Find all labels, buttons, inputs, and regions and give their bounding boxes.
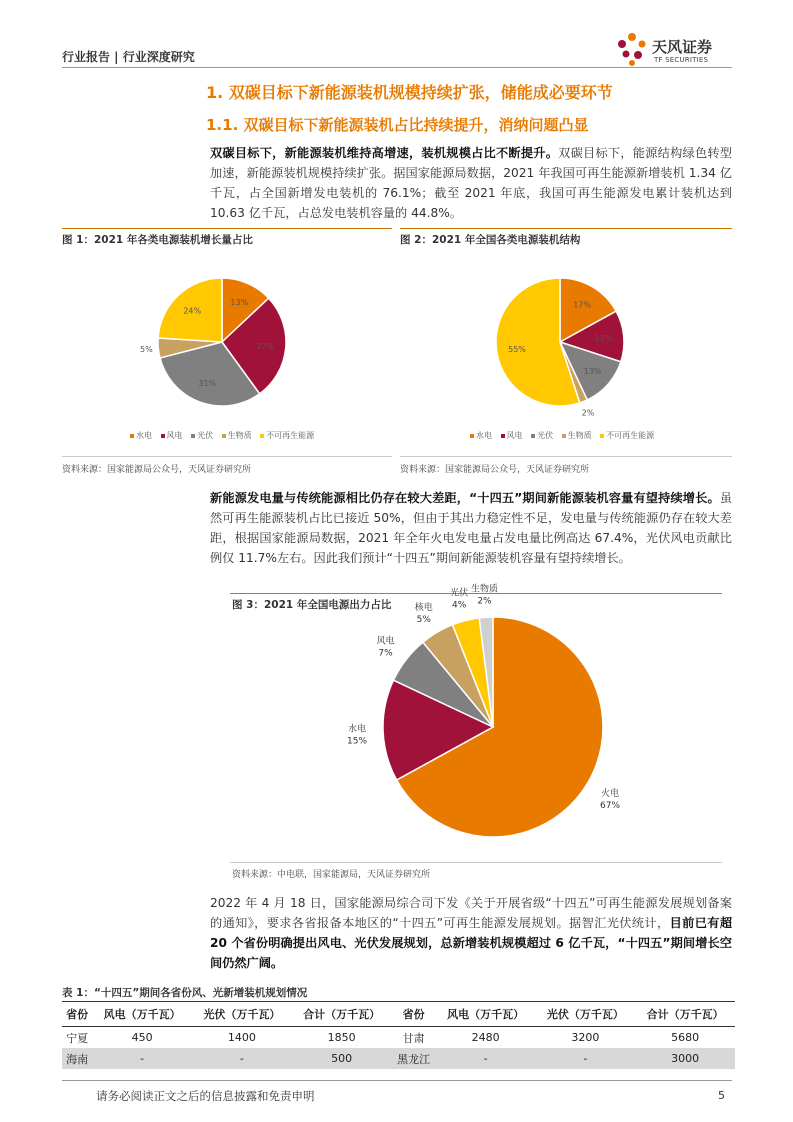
tf-logo-icon: [612, 28, 652, 68]
paragraph-3: [210, 893, 732, 973]
paragraph-3-bold: 目前已有超 20 个省份明确提出风电、光伏发展规划，总新增装机规模超过 6 亿千瓦，“十四五”期间增长空间仍然广阔。: [210, 916, 733, 970]
legend-nonrenew: 不可再生能源: [600, 430, 654, 441]
table-cell: 海南: [62, 1048, 92, 1069]
legend-wind: 风电: [161, 430, 183, 441]
section-heading-1-1: 1.1. 双碳目标下新能源装机占比持续提升，消纳问题凸显: [206, 116, 589, 134]
legend-solar: 光伏: [531, 430, 553, 441]
fig1-title: 图 1：2021 年各类电源装机增长量占比: [62, 234, 253, 246]
table-title: 表 1：“十四五”期间各省份风、光新增装机规划情况: [62, 987, 308, 999]
pie-label-2: 31%: [198, 378, 217, 388]
fig1-legend: [130, 430, 320, 441]
paragraph-1: [210, 143, 732, 223]
table-header: 光伏（万千瓦）: [192, 1002, 292, 1027]
fig2-source: 资料来源：国家能源局公众号，天风证券研究所: [400, 465, 590, 475]
table-header: 省份: [62, 1002, 92, 1027]
legend-hydro: 水电: [130, 430, 152, 441]
fig2-title: 图 2：2021 年全国各类电源装机结构: [400, 234, 581, 246]
fig3-bottom-line: [230, 862, 722, 863]
brand-name: 天风证券: [652, 38, 713, 56]
fig3-title: 图 3：2021 年全国电源出力占比: [232, 599, 392, 611]
table-row: [62, 1027, 735, 1049]
pie-label-0: 13%: [230, 298, 249, 308]
fig2-top-line: [400, 228, 732, 229]
legend-bio: 生物质: [562, 430, 592, 441]
footer-disclaimer: 请务必阅读正文之后的信息披露和免责申明: [96, 1089, 315, 1103]
fig1-pie-chart: [62, 250, 392, 450]
section-heading-1: 1. 双碳目标下新能源装机规模持续扩张，储能成必要环节: [206, 83, 613, 102]
legend-wind: 风电: [501, 430, 523, 441]
paragraph-1-text: 双碳目标下，能源结构绿色转型加速，新能源装机规模持续扩张。据国家能源局数据，2021 年我国可再生能源新增装机 1.34 亿千瓦，占全国新增发电装机的 76.1%；截至 2021 年底，我国可再生能源发电累计装机达到 10.63 亿千瓦，占总发电装机容量的 44.8%。: [210, 146, 733, 220]
table-header-row: [62, 1002, 735, 1027]
fig2-bottom-line: [400, 456, 732, 457]
table-row: [62, 1048, 735, 1069]
table-cell: 3200: [571, 1031, 600, 1044]
pie-label-1: 13%: [594, 333, 613, 343]
paragraph-3-text: 2022 年 4 月 18 日，国家能源局综合司下发《关于开展省级“十四五”可再生能源发展规划备案的通知》，要求各省报备本地区的“十四五”可再生能源发展规划。据智汇光伏统计，: [210, 896, 732, 930]
footer-divider: [62, 1080, 732, 1081]
table-cell: -: [436, 1048, 536, 1069]
table-cell: 宁夏: [66, 1031, 89, 1045]
pie-label-3: 核电 5%: [414, 602, 433, 625]
legend-hydro: 水电: [470, 430, 492, 441]
table-cell: 500: [292, 1048, 392, 1069]
table-cell: 2480: [471, 1031, 500, 1044]
legend-nonrenew: 不可再生能源: [260, 430, 314, 441]
pie-label-5: 生物质 2%: [470, 584, 498, 607]
fig2-legend: [470, 430, 660, 441]
fig3-source: 资料来源：中电联，国家能源局，天风证券研究所: [232, 870, 431, 880]
table-header: 光伏（万千瓦）: [535, 1002, 635, 1027]
pie-label-4: 24%: [183, 306, 202, 316]
pie-label-1: 27%: [256, 342, 275, 352]
pie-label-3: 2%: [581, 408, 595, 418]
table-cell: 甘肃: [402, 1031, 425, 1045]
table-cell: 5680: [671, 1031, 700, 1044]
table-header: 风电（万千瓦）: [92, 1002, 192, 1027]
paragraph-2-text: 虽然可再生能源装机占比已接近 50%，但由于其出力稳定性不足，发电量与传统能源仍存在较大差距，根据国家能源局数据，2021 年全年火电发电量占发电量比例高达 67.4%，光伏风电贡献比例仅 11.7%左右。因此我们预计“十四五”期间新能源装机容量有望持续增长。: [210, 491, 732, 565]
paragraph-1-bold: 双碳目标下，新能源装机维持高增速，装机规模占比不断提升。: [210, 146, 559, 160]
pie-label-4: 光伏 4%: [450, 588, 469, 611]
header-divider: [62, 67, 732, 68]
pie-label-3: 5%: [139, 345, 153, 355]
pie-label-0: 火电 67%: [600, 789, 621, 812]
paragraph-2: [210, 488, 732, 568]
table-cell: 1850: [327, 1031, 356, 1044]
legend-solar: 光伏: [191, 430, 213, 441]
legend-bio: 生物质: [222, 430, 252, 441]
table-cell: 450: [131, 1031, 153, 1044]
table-cell: -: [92, 1048, 192, 1069]
pie-label-0: 17%: [573, 300, 592, 310]
brand-sub: TF SECURITIES: [654, 56, 709, 64]
table-cell: 3000: [635, 1048, 735, 1069]
pie-label-2: 风电 7%: [376, 636, 395, 659]
table-header: 风电（万千瓦）: [436, 1002, 536, 1027]
fig1-bottom-line: [62, 456, 392, 457]
table-header: 合计（万千瓦）: [292, 1002, 392, 1027]
report-type: 行业报告 | 行业深度研究: [62, 50, 195, 64]
table-cell: 黑龙江: [392, 1048, 436, 1069]
fig1-source: 资料来源：国家能源局公众号，天风证券研究所: [62, 465, 252, 475]
pie-label-1: 水电 15%: [347, 724, 368, 747]
pie-label-4: 55%: [508, 344, 526, 354]
pie-label-2: 13%: [583, 366, 602, 376]
paragraph-2-bold: 新能源发电量与传统能源相比仍存在较大差距，“十四五”期间新能源装机容量有望持续增长。: [210, 491, 720, 505]
table-cell: -: [192, 1048, 292, 1069]
fig1-top-line: [62, 228, 392, 229]
province-plan-table: [62, 1001, 735, 1069]
table-cell: -: [535, 1048, 635, 1069]
table-header: 省份: [392, 1002, 436, 1027]
table-header: 合计（万千瓦）: [635, 1002, 735, 1027]
page-number: 5: [718, 1089, 725, 1102]
fig2-pie-chart: [400, 250, 732, 450]
table-cell: 1400: [227, 1031, 256, 1044]
